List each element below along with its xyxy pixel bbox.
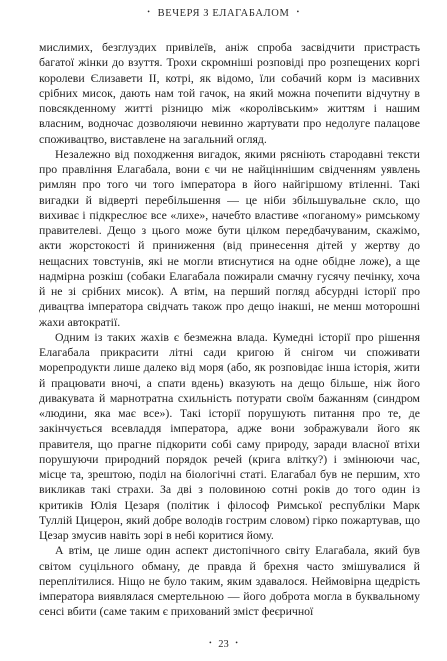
footer-bullet-right: • <box>235 639 238 647</box>
header-bullet-left: • <box>147 8 151 16</box>
paragraph: Одним із таких жахів є безмежна влада. Кумедні історії про рішення Елагабала прикрасити літні сади кригою й снігом чи споживати морепродукти лише далеко від моря (або, як розповідає інша історія, жити й працювати вночі, а спати вдень) вказують на дещо більше, ніж його дивакувата й марнотратна схильність потурати своїм бажанням (синдром «людини, яка має все»). Такі історії порушують питання про те, де закінчується всевладдя імператора, адже вони зображували його як правителя, що прагне підкорити собі саму природу, заради власної втіхи порушуючи природний порядок речей (крига влітку?) і змінюючи час, місце та, зрештою, поділ на біологічні статі. Елагабал був не першим, хто викликав такі страхи. За дві з половиною сотні років до того один із критиків Юлія Цезаря (політик і філософ Римської республіки Марк Туллій Цицерон, який добре володів гострим словом) гірко пожартував, що Цезар змусив навіть зорі в небі коритися йому. <box>39 329 420 542</box>
running-head <box>0 8 447 19</box>
header-bullet-right: • <box>296 8 300 16</box>
running-head-title: ВЕЧЕРЯ З ЕЛАГАБАЛОМ <box>157 8 290 19</box>
page-number: 23 <box>218 639 229 650</box>
footer-bullet-left: • <box>209 639 212 647</box>
body-text <box>39 40 420 620</box>
page-number-footer <box>0 639 447 650</box>
paragraph: Незалежно від походження вигадок, якими рясніють стародавні тексти про правління Елагабала, вони є чи не найціннішим свідченням уявлень римлян про того чи того імператора в його найгіршому втіленні. Такі вигадки й відверті перебільшення — це ніби збільшувальне скло, що вихиває і підкреслює все «лихе», начебто властиве «поганому» римському правителеві. Дещо з цього може бути цілком передбачуваним, скажімо, акти жорстокості й приниження (від принесення дітей у жертву до нещасних товстунів, які не могли втиснутися на одне обідне ложе), а ще надмірна розкіш (собаки Елагабала пожирали смачну гусячу печінку, хоча й не зі срібних мисок). А втім, на перший погляд абсурдні історії про дивацтва імператора свідчать також про дещо інакші, не менш моторошні жахи автократії. <box>39 146 420 329</box>
paragraph: А втім, це лише один аспект дистопічного світу Елагабала, який був світом суцільного обману, де правда й брехня часто змішувалися й переплітилися. Ніщо не було таким, яким здавалося. Неймовірна щедрість імператора виявлялася смертельною — його доброта могла в буквальному сенсі вбити (саме таким є прихований зміст феєричної <box>39 543 420 619</box>
paragraph-continued: мислимих, безглуздих привілеїв, аніж спроба засвідчити пристрасть багатої жінки до взуття. Трохи скромніші розповіді про розпещених коргі королеви Єлизавети II, котрі, як відомо, їли собачий корм із масивних срібних мисок, дають нам той гачок, на який можна почепити відчутну в повсякденному житті різницю між «королівським» життям і нашим власним, водночас дозволяючи невинно жартувати про недолуге палацове споживацтво, виставлене на загальний огляд. <box>39 40 420 146</box>
